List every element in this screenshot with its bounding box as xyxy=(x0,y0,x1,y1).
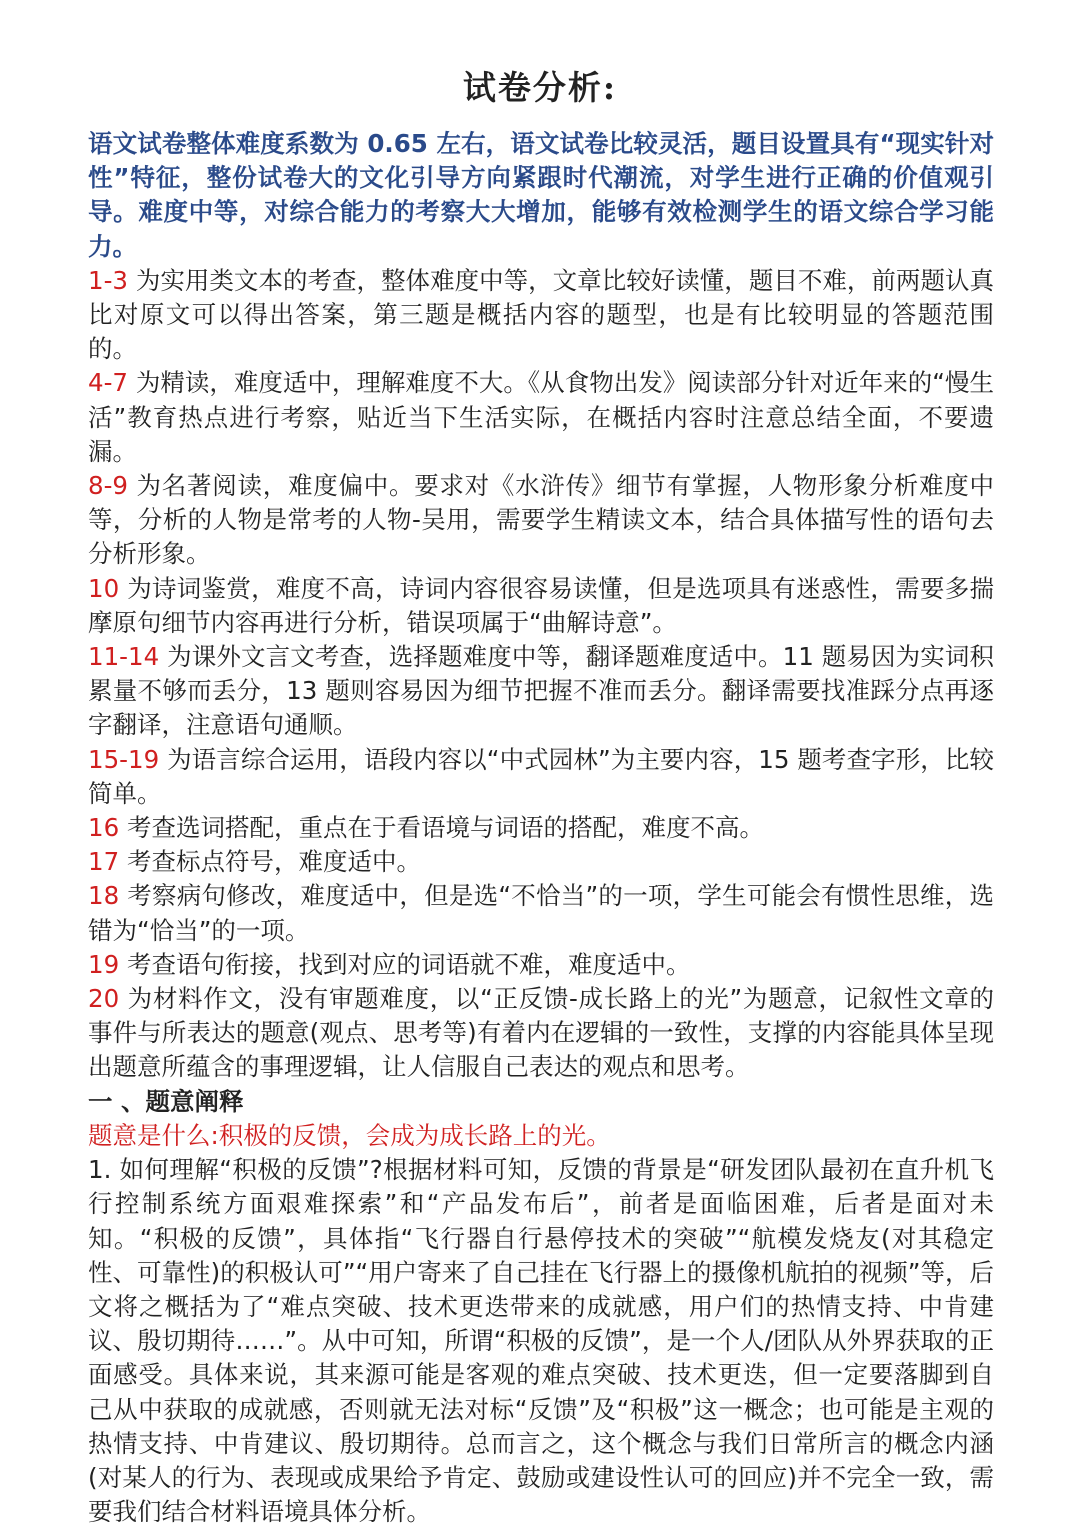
intro-paragraph: 语文试卷整体难度系数为 0.65 左右，语文试卷比较灵活，题目设置具有“现实针对性”特征，整份试卷大的文化引导方向紧跟时代潮流，对学生进行正确的价值观引导。难度中等，对综合能力的考察大大增加，能够有效检测学生的语文综合学习能力。 xyxy=(88,129,994,261)
question-number: 19 xyxy=(88,949,120,979)
question-number: 16 xyxy=(88,813,120,843)
question-number: 17 xyxy=(88,847,120,877)
analysis-item xyxy=(88,572,994,640)
analysis-text: 为名著阅读，难度偏中。要求对《水浒传》细节有掌握，人物形象分析难度中等，分析的人物是常考的人物-吴用，需要学生精读文本，结合具体描写性的语句去分析形象。 xyxy=(88,471,994,569)
analysis-item xyxy=(88,366,994,469)
analysis-item xyxy=(88,640,994,743)
analysis-text: 考查标点符号，难度适中。 xyxy=(119,847,421,877)
document-body xyxy=(88,127,994,1529)
analysis-text: 为语言综合运用，语段内容以“中式园林”为主要内容，15 题考查字形，比较简单。 xyxy=(88,744,994,808)
section-heading: 一 、题意阐释 xyxy=(88,1086,244,1116)
analysis-item xyxy=(88,879,994,947)
analysis-item xyxy=(88,845,994,879)
page-title: 试卷分析: xyxy=(462,68,618,108)
analysis-item xyxy=(88,982,994,1085)
analysis-item xyxy=(88,948,994,982)
analysis-item xyxy=(88,743,994,811)
analysis-text: 为精读，难度适中，理解难度不大。《从食物出发》阅读部分针对近年来的“慢生活”教育热点进行考察，贴近当下生活实际，在概括内容时注意总结全面，不要遗漏。 xyxy=(88,368,994,466)
analysis-item xyxy=(88,469,994,572)
analysis-text: 考查选词搭配，重点在于看语境与词语的搭配，难度不高。 xyxy=(119,813,764,843)
analysis-text: 考察病句修改，难度适中，但是选“不恰当”的一项，学生可能会有惯性思维，选错为“恰当”的一项。 xyxy=(88,881,994,945)
analysis-text: 考查语句衔接，找到对应的词语就不难，难度适中。 xyxy=(119,949,691,979)
question-number: 8-9 xyxy=(88,471,129,501)
explanation-paragraph: 1. 如何理解“积极的反馈”?根据材料可知，反馈的背景是“研发团队最初在直升机飞行控制系统方面艰难探索”和“产品发布后”，前者是面临困难，后者是面对未知。“积极的反馈”，具体指“飞行器自行悬停技术的突破”“航模发烧友(对其稳定性、可靠性)的积极认可”“用户寄来了自己挂在飞行器上的摄像机航拍的视频”等，后文将之概括为了“难点突破、技术更迭带来的成就感，用户们的热情支持、中肯建议、殷切期待……”。从中可知，所谓“积极的反馈”，是一个人/团队从外界获取的正面感受。具体来说，其来源可能是客观的难点突破、技术更迭，但一定要落脚到自己从中获取的成就感，否则就无法对标“反馈”及“积极”这一概念；也可能是主观的热情支持、中肯建议、殷切期待。总而言之，这个概念与我们日常所言的概念内涵(对某人的行为、表现或成果给予肯定、鼓励或建设性认可的回应)并不完全一致，需要我们结合材料语境具体分析。 xyxy=(88,1155,994,1527)
question-number: 1-3 xyxy=(88,265,129,295)
question-number: 10 xyxy=(88,573,120,603)
analysis-text: 为实用类文本的考查，整体难度中等，文章比较好读懂，题目不难，前两题认真比对原文可以得出答案，第三题是概括内容的题型，也是有比较明显的答题范围的。 xyxy=(88,265,994,364)
analysis-item xyxy=(88,264,994,367)
analysis-text: 为课外文言文考查，选择题难度中等，翻译题难度适中。11 题易因为实词积累量不够而丢分，13 题则容易因为细节把握不准而丢分。翻译需要找准踩分点再逐字翻译，注意语句通顺。 xyxy=(88,642,994,740)
question-number: 4-7 xyxy=(88,368,129,398)
question-number: 18 xyxy=(88,881,120,911)
analysis-text: 为诗词鉴赏，难度不高，诗词内容很容易读懂，但是选项具有迷惑性，需要多揣摩原句细节内容再进行分析，错误项属于“曲解诗意”。 xyxy=(88,573,994,637)
analysis-text: 为材料作文，没有审题难度，以“正反馈-成长路上的光”为题意，记叙性文章的事件与所表达的题意(观点、思考等)有着内在逻辑的一致性，支撑的内容能具体呈现出题意所蕴含的事理逻辑，让人信服自己表达的观点和思考。 xyxy=(88,984,994,1082)
analysis-item xyxy=(88,811,994,845)
question-number: 11-14 xyxy=(88,642,160,672)
question-number: 20 xyxy=(88,984,120,1014)
theme-statement: 题意是什么:积极的反馈，会成为成长路上的光。 xyxy=(88,1120,611,1150)
question-number: 15-19 xyxy=(88,744,160,774)
